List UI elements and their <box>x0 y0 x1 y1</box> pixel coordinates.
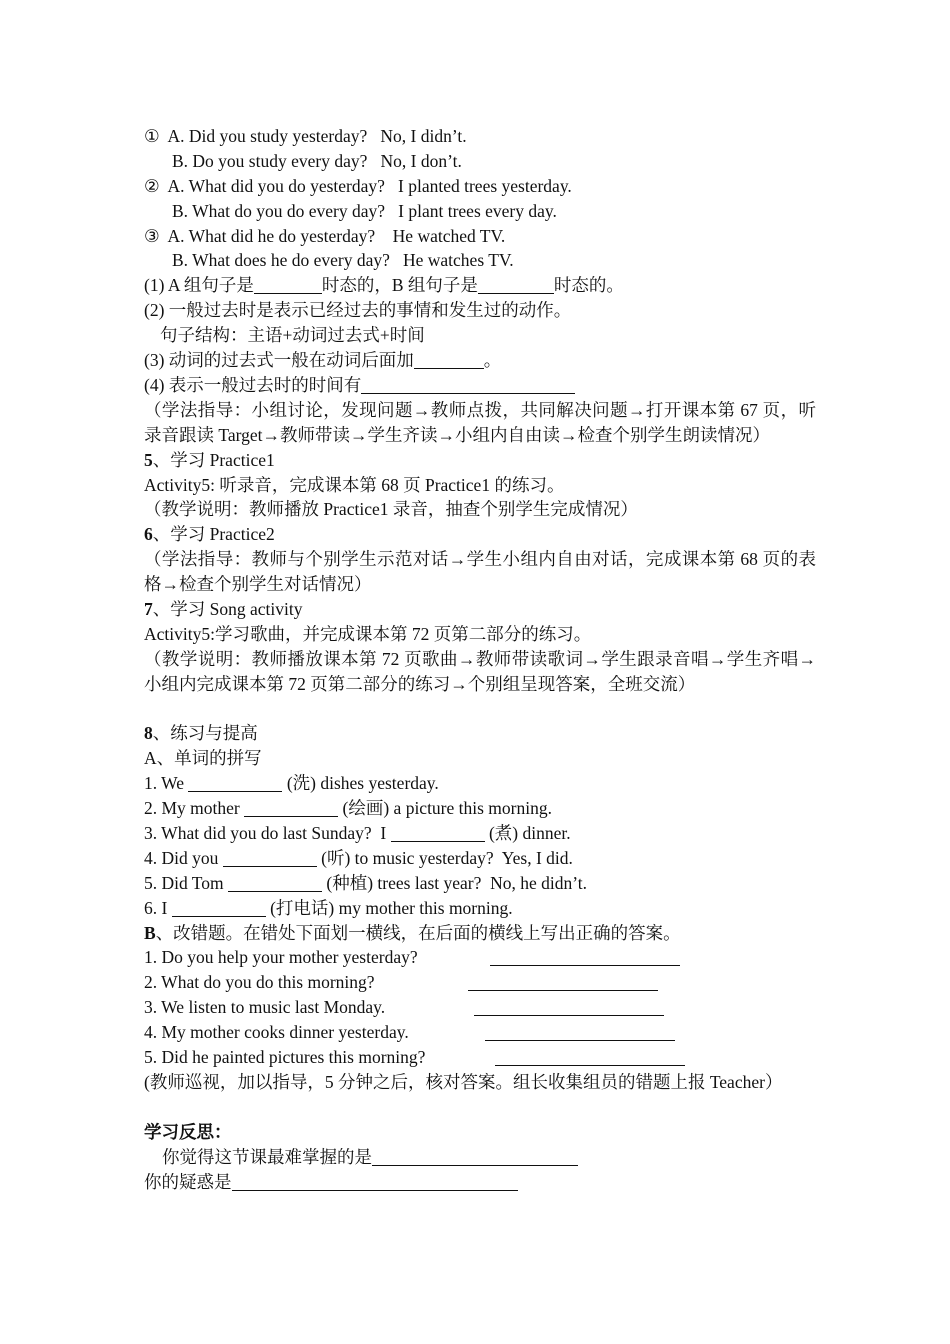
teaching-note-8: (教师巡视，加以指导，5 分钟之后，核对答案。组长收集组员的错题上报 Teacher） <box>144 1071 783 1092</box>
spelling-item: 1. We (洗) dishes yesterday. <box>144 773 439 794</box>
correction-item: 5. Did he painted pictures this morning? <box>144 1045 816 1070</box>
answer-line[interactable] <box>485 1022 675 1041</box>
spacer <box>144 697 816 722</box>
answer-blank[interactable] <box>414 350 484 369</box>
question-4: (4) 表示一般过去时的时间有 <box>144 373 816 398</box>
dialogue-2-a: ② A. What did you do yesterday? I planted trees yesterday. <box>144 175 572 196</box>
correction-item: 1. Do you help your mother yesterday? <box>144 945 816 970</box>
answer-line[interactable] <box>474 997 664 1016</box>
question-3: (3) 动词的过去式一般在动词后面加 。 <box>144 350 502 371</box>
answer-line[interactable] <box>490 947 680 966</box>
activity-5-practice1: Activity5: 听录音，完成课本第 68 页 Practice1 的练习。 <box>144 474 565 495</box>
answer-line[interactable] <box>468 972 658 991</box>
study-guide-1: （学法指导：小组讨论，发现问题→教师点拨，共同解决问题→打开课本第 67 页，听录音跟读 Target→教师带读→学生齐读→小组内自由读→检查个别学生朗读情况） <box>144 399 816 445</box>
reflection-question-2: 你的疑惑是 <box>144 1170 816 1195</box>
sentence-structure: 句子结构：主语+动词过去式+时间 <box>160 325 425 346</box>
dialogue-2-b: B. What do you do every day? I plant trees every day. <box>172 200 557 221</box>
correction-item: 2. What do you do this morning? <box>144 970 816 995</box>
spelling-item: 6. I (打电话) my mother this morning. <box>144 897 513 918</box>
answer-blank[interactable] <box>361 375 575 394</box>
answer-blank[interactable] <box>223 848 317 867</box>
correction-item: 3. We listen to music last Monday. <box>144 995 816 1020</box>
study-guide-6: （学法指导：教师与个别学生示范对话→学生小组内自由对话，完成课本第 68 页的表格→检查个别学生对话情况） <box>144 549 816 595</box>
part-a-heading: A、单词的拼写 <box>144 748 262 769</box>
answer-blank[interactable] <box>372 1147 578 1166</box>
reflection-title: 学习反思： <box>144 1121 232 1142</box>
section-8-heading: 8、练习与提高 <box>144 723 258 744</box>
activity-5-song: Activity5:学习歌曲，并完成课本第 72 页第二部分的练习。 <box>144 623 592 644</box>
question-1: (1) A 组句子是 时态的，B 组句子是 时态的。 <box>144 275 624 296</box>
dialogue-3-b: B. What does he do every day? He watches TV. <box>172 250 514 271</box>
answer-blank[interactable] <box>478 275 554 294</box>
dialogue-3-a: ③ A. What did he do yesterday? He watched TV. <box>144 225 506 246</box>
spelling-item: 4. Did you (听) to music yesterday? Yes, I did. <box>144 847 573 868</box>
spelling-item: 3. What did you do last Sunday? I (煮) dinner. <box>144 823 571 844</box>
part-b-heading: B、改错题。在错处下面划一横线，在后面的横线上写出正确的答案。 <box>144 922 681 943</box>
section-7-heading: 7、学习 Song activity <box>144 598 303 619</box>
spelling-item: 2. My mother (绘画) a picture this morning. <box>144 798 552 819</box>
answer-line[interactable] <box>495 1047 685 1066</box>
dialogue-1-b: B. Do you study every day? No, I don’t. <box>172 150 462 171</box>
answer-blank[interactable] <box>232 1172 518 1191</box>
section-6-heading: 6、学习 Practice2 <box>144 524 275 545</box>
correction-item: 4. My mother cooks dinner yesterday. <box>144 1020 816 1045</box>
answer-blank[interactable] <box>228 873 322 892</box>
spelling-item: 5. Did Tom (种植) trees last year? No, he didn’t. <box>144 872 588 893</box>
answer-blank[interactable] <box>391 823 485 842</box>
teaching-note-7: （教学说明：教师播放课本第 72 页歌曲→教师带读歌词→学生跟录音唱→学生齐唱→小组内完成课本第 72 页第二部分的练习→个别组呈现答案，全班交流） <box>144 648 816 694</box>
dialogue-1-a: ① A. Did you study yesterday? No, I didn’t. <box>144 126 467 146</box>
teaching-note-5: （教学说明：教师播放 Practice1 录音，抽查个别学生完成情况） <box>144 499 638 520</box>
worksheet-page <box>144 124 816 1194</box>
section-5-heading: 5、学习 Practice1 <box>144 449 275 470</box>
reflection-question-1: 你觉得这节课最难掌握的是 <box>144 1145 816 1170</box>
spacer <box>144 1095 816 1120</box>
answer-blank[interactable] <box>188 773 282 792</box>
answer-blank[interactable] <box>244 798 338 817</box>
answer-blank[interactable] <box>254 275 322 294</box>
question-2: (2) 一般过去时是表示已经过去的事情和发生过的动作。 <box>144 300 572 321</box>
answer-blank[interactable] <box>172 898 266 917</box>
